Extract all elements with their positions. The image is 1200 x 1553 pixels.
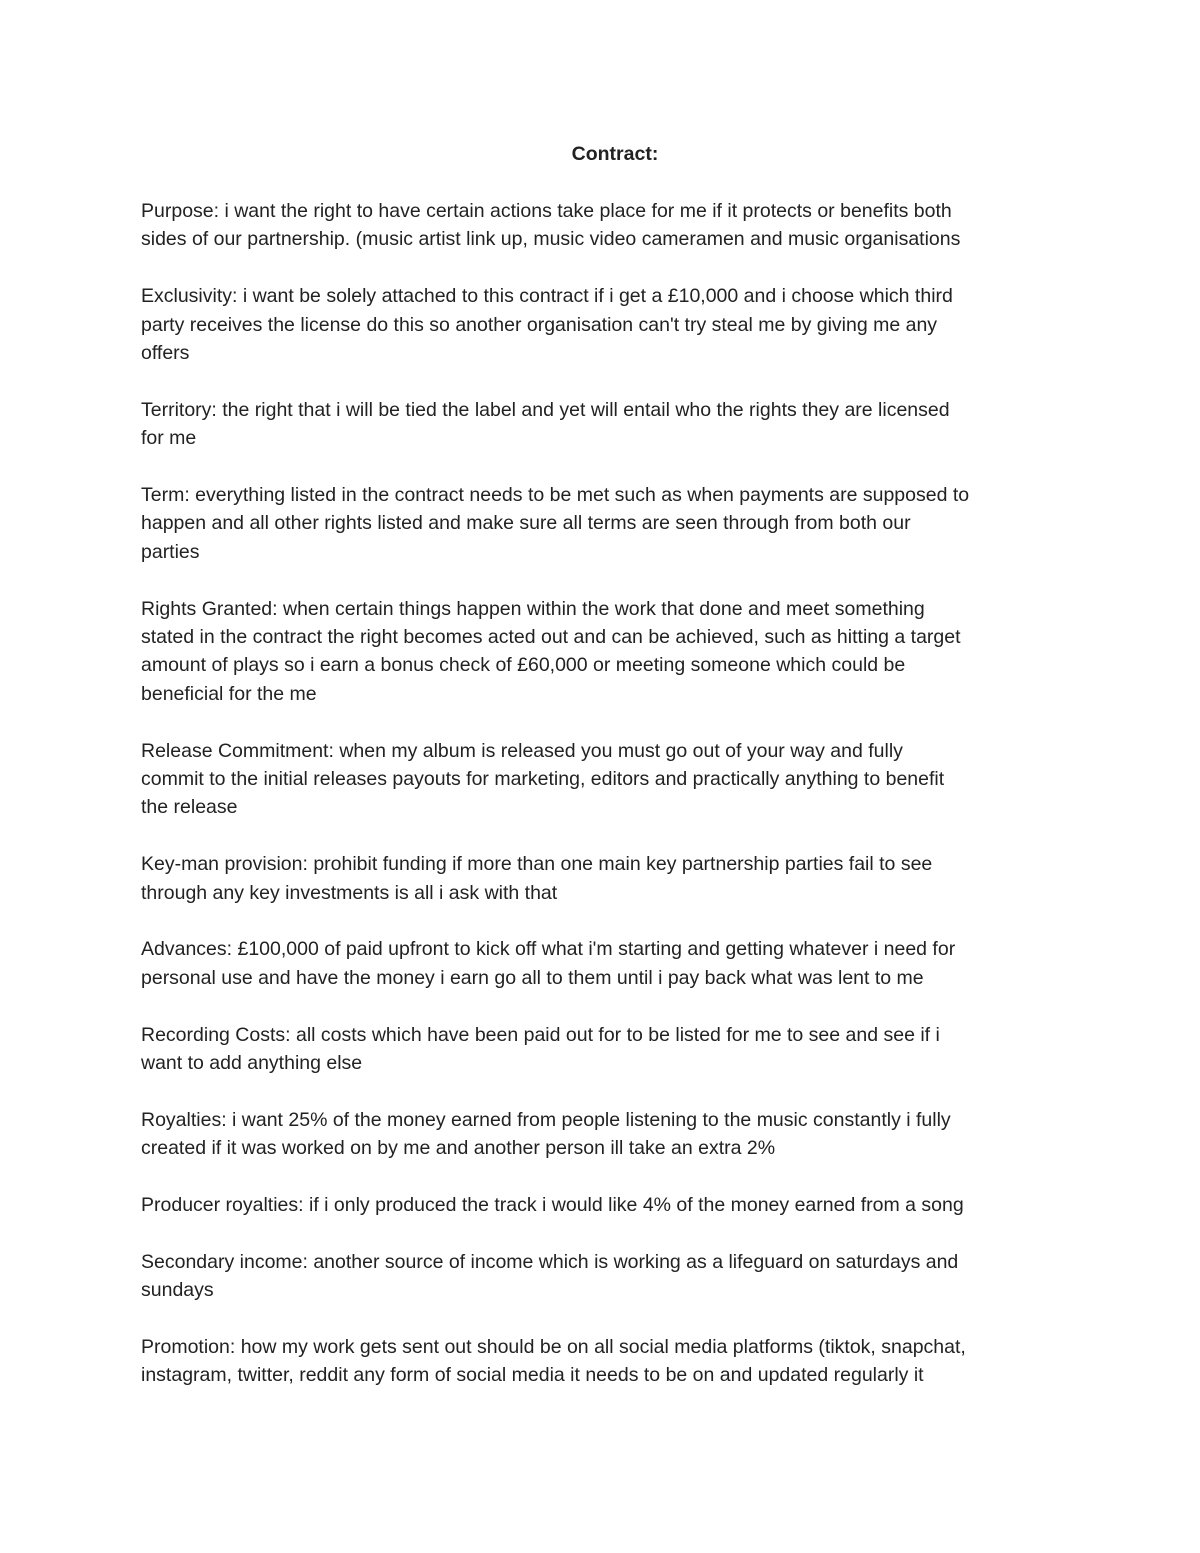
clause-recording-costs: Recording Costs: all costs which have been paid out for to be listed for me to see and see if i want to add anything else bbox=[141, 1023, 940, 1075]
clause-secondary-income: Secondary income: another source of income which is working as a lifeguard on saturdays and sundays bbox=[141, 1250, 959, 1302]
clause-release-commitment: Release Commitment: when my album is released you must go out of your way and fully commit to the initial releases payouts for marketing, editors and practically anything to benefit the release bbox=[141, 739, 945, 819]
clause-list bbox=[141, 197, 1071, 1418]
clause-promotion: Promotion: how my work gets sent out should be on all social media platforms (tiktok, snapchat, instagram, twitter, reddit any form of social media it needs to be on and updated regularly it bbox=[141, 1336, 966, 1387]
document-title: Contract: bbox=[571, 143, 659, 165]
clause-key-man-provision: Key-man provision: prohibit funding if more than one main key partnership parties fail to see through any key investments is all i ask with that bbox=[141, 853, 933, 904]
clause-territory: Territory: the right that i will be tied the label and yet will entail who the rights they are licensed for me bbox=[141, 398, 950, 450]
clause-rights-granted: Rights Granted: when certain things happen within the work that done and meet something stated in the contract the right becomes acted out and can be achieved, such as hitting a target amount of plays so i earn a bonus check of £60,000 or meeting someone which could be beneficial for the me bbox=[141, 597, 961, 705]
clause-exclusivity: Exclusivity: i want be solely attached to this contract if i get a £10,000 and i choose which third party receives the license do this so another organisation can't try steal me by giving me any offers bbox=[141, 285, 953, 365]
clause-producer-royalties: Producer royalties: if i only produced the track i would like 4% of the money earned from a song bbox=[141, 1194, 964, 1217]
clause-purpose: Purpose: i want the right to have certain actions take place for me if it protects or benefits both sides of our partnership. (music artist link up, music video cameramen and music organisations bbox=[141, 200, 961, 251]
clause-advances: Advances: £100,000 of paid upfront to kick off what i'm starting and getting whatever i need for personal use and have the money i earn go all to them until i pay back what was lent to me bbox=[141, 938, 956, 989]
clause-term: Term: everything listed in the contract needs to be met such as when payments are supposed to happen and all other rights listed and make sure all terms are seen through from both our parties bbox=[141, 484, 970, 563]
clause-royalties: Royalties: i want 25% of the money earned from people listening to the music constantly i fully created if it was worked on by me and another person ill take an extra 2% bbox=[141, 1108, 951, 1160]
